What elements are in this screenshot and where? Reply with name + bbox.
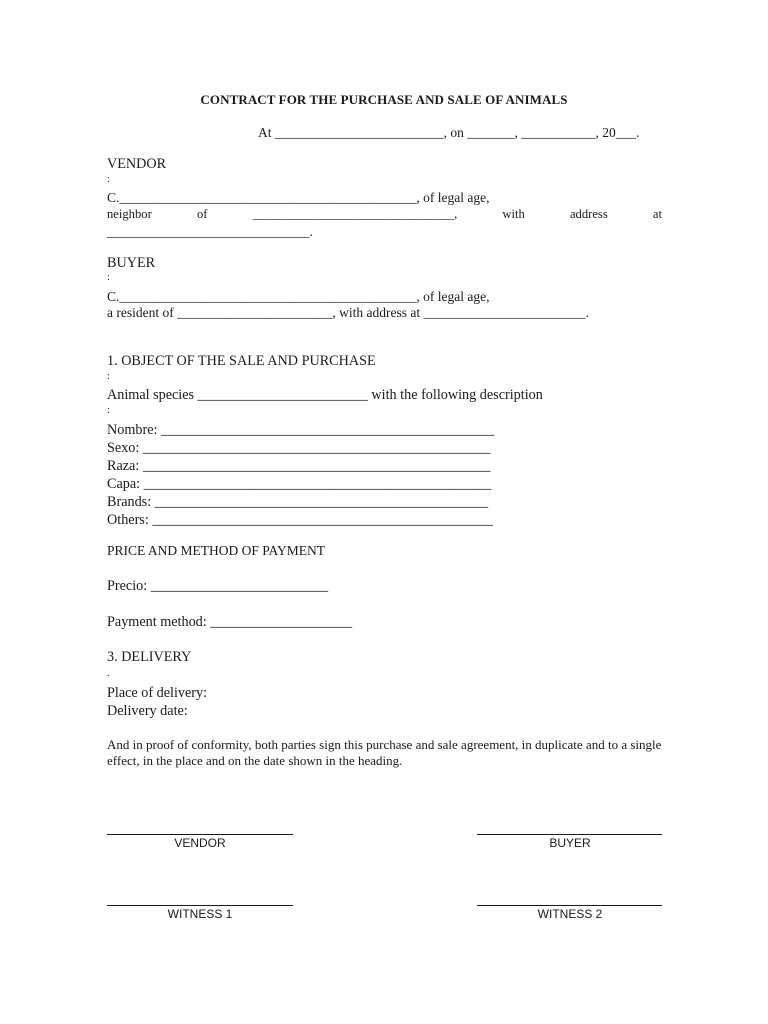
document-title: CONTRACT FOR THE PURCHASE AND SALE OF ANIMALS xyxy=(200,92,568,107)
payment-method-line: Payment method: ____________________ xyxy=(107,614,353,630)
field-brands: Brands: _______________________________________________ xyxy=(107,494,489,510)
field-raza: Raza: _________________________________________________ xyxy=(107,458,491,474)
vendor-signature-line[interactable] xyxy=(107,834,293,835)
witness1-signature-label: WITNESS 1 xyxy=(167,907,233,921)
vendor-signature-label: VENDOR xyxy=(174,836,226,850)
buyer-signature-line[interactable] xyxy=(477,834,662,835)
word: of xyxy=(196,207,208,221)
delivery-date: Delivery date: xyxy=(107,703,188,719)
word: at xyxy=(652,207,662,221)
vendor-address-line: ______________________________. xyxy=(107,224,313,239)
species-colon: : xyxy=(107,405,110,416)
vendor-colon: : xyxy=(107,174,110,185)
buyer-resident-line: a resident of _______________________, with address at ________________________. xyxy=(107,305,589,320)
delivery-heading: 3. DELIVERY xyxy=(107,649,192,665)
vendor-neighbor-line xyxy=(107,208,662,221)
buyer-name-line: C.____________________________________________, of legal age, xyxy=(107,289,490,304)
word: neighbor xyxy=(107,207,152,221)
buyer-colon: : xyxy=(107,272,110,283)
delivery-dot: . xyxy=(107,668,110,679)
witness2-signature-label: WITNESS 2 xyxy=(537,907,603,921)
closing-paragraph: And in proof of conformity, both parties sign this purchase and sale agreement, in duplicate and to a single effect, in the place and on the date shown in the heading. xyxy=(107,737,662,768)
word: address xyxy=(569,207,608,221)
buyer-signature-label: BUYER xyxy=(549,836,591,850)
field-sexo: Sexo: _________________________________________________ xyxy=(107,440,491,456)
buyer-heading: BUYER xyxy=(107,255,156,271)
field-capa: Capa: _________________________________________________ xyxy=(107,476,492,492)
vendor-name-line: C.____________________________________________, of legal age, xyxy=(107,190,490,205)
word: with xyxy=(502,207,525,221)
witness2-signature-line[interactable] xyxy=(477,905,662,906)
place-date-line: At _________________________, on _______, ___________, 20___. xyxy=(258,125,640,140)
object-heading: 1. OBJECT OF THE SALE AND PURCHASE xyxy=(107,353,376,369)
price-heading: PRICE AND METHOD OF PAYMENT xyxy=(107,543,326,558)
place-of-delivery: Place of delivery: xyxy=(107,685,208,701)
word: ________________________________, xyxy=(252,207,458,221)
field-nombre: Nombre: _______________________________________________ xyxy=(107,422,495,438)
vendor-heading: VENDOR xyxy=(107,156,167,172)
object-colon: : xyxy=(107,371,110,382)
precio-line: Precio: _________________________ xyxy=(107,578,329,594)
species-line: Animal species ________________________ with the following description xyxy=(107,387,543,403)
field-others: Others: ________________________________________________ xyxy=(107,512,493,528)
witness1-signature-line[interactable] xyxy=(107,905,293,906)
